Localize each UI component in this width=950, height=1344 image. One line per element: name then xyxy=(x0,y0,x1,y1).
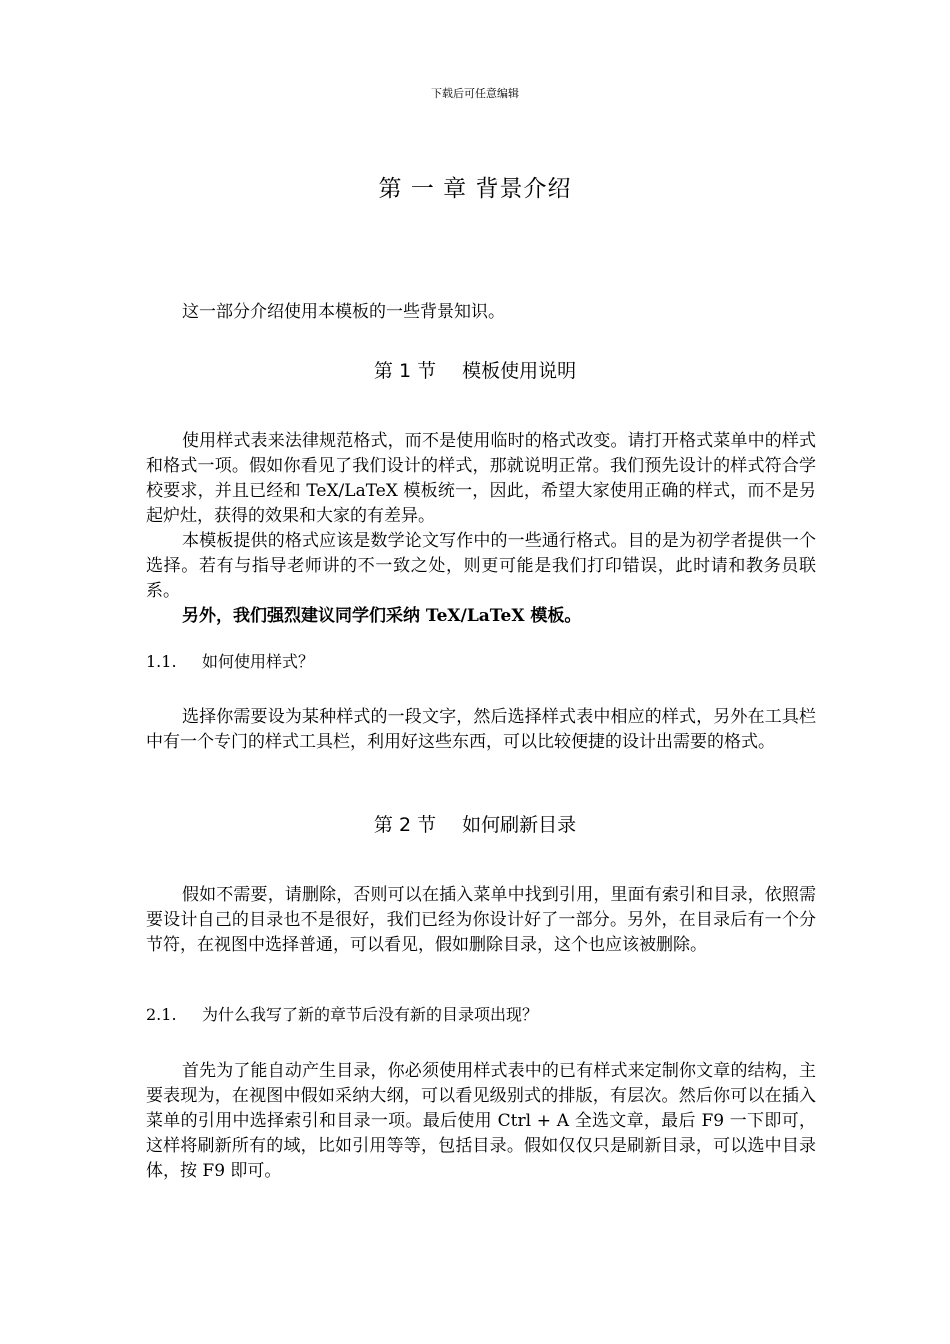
section-2-heading xyxy=(0,810,950,837)
section-2-title: 如何刷新目录 xyxy=(462,814,577,836)
subsection-1-1-heading xyxy=(146,649,314,672)
section-1-heading xyxy=(0,356,950,383)
subsection-1-1-paragraph: 选择你需要设为某种样式的一段文字，然后选择样式表中相应的样式，另外在工具栏中有一个专门的样式工具栏，利用好这些东西，可以比较便捷的设计出需要的格式。 xyxy=(146,707,816,752)
header-note: 下载后可任意编辑 xyxy=(431,87,519,100)
subsection-2-1-heading xyxy=(146,1002,538,1025)
section-2-number: 第 2 节 xyxy=(373,814,437,836)
section-1-title: 模板使用说明 xyxy=(462,360,577,382)
section-1-paragraph-2: 本模板提供的格式应该是数学论文写作中的一些通行格式。目的是为初学者提供一个选择。若有与指导老师讲的不一致之处，则更可能是我们打印错误，此时请和教务员联系。 xyxy=(146,531,816,601)
section-2-paragraph: 假如不需要，请删除，否则可以在插入菜单中找到引用，里面有索引和目录，依照需要设计自己的目录也不是很好，我们已经为你设计好了一部分。另外，在目录后有一个分节符，在视图中选择普通，可以看见，假如删除目录，这个也应该被删除。 xyxy=(146,885,816,955)
subsection-1-1-title: 如何使用样式？ xyxy=(202,652,315,671)
subsection-2-1-title: 为什么我写了新的章节后没有新的目录项出现？ xyxy=(202,1005,539,1024)
chapter-title: 第 一 章 背景介绍 xyxy=(378,176,572,202)
section-1-number: 第 1 节 xyxy=(373,360,437,382)
intro-paragraph: 这一部分介绍使用本模板的一些背景知识。 xyxy=(182,302,505,322)
subsection-2-1-number: 2.1. xyxy=(146,1005,177,1024)
subsection-1-1-number: 1.1. xyxy=(146,652,177,671)
section-1-paragraph-3: 另外，我们强烈建议同学们采纳 TeX/LaTeX 模板。 xyxy=(182,606,582,626)
section-1-paragraph-1: 使用样式表来法律规范格式，而不是使用临时的格式改变。请打开格式菜单中的样式和格式一项。假如你看见了我们设计的样式，那就说明正常。我们预先设计的样式符合学校要求，并且已经和 TeX/LaTeX 模板统一，因此，希望大家使用正确的样式，而不是另起炉灶，获得的效果和大家的有差异。 xyxy=(146,431,816,526)
subsection-2-1-paragraph: 首先为了能自动产生目录，你必须使用样式表中的已有样式来定制你文章的结构，主要表现为，在视图中假如采纳大纲，可以看见级别式的排版，有层次。然后你可以在插入菜单的引用中选择索引和目录一项。最后使用 Ctrl + A 全选文章，最后 F9 一下即可，这样将刷新所有的域，比如引用等等，包括目录。假如仅仅只是刷新目录，可以选中目录体，按 F9 即可。 xyxy=(146,1061,816,1181)
